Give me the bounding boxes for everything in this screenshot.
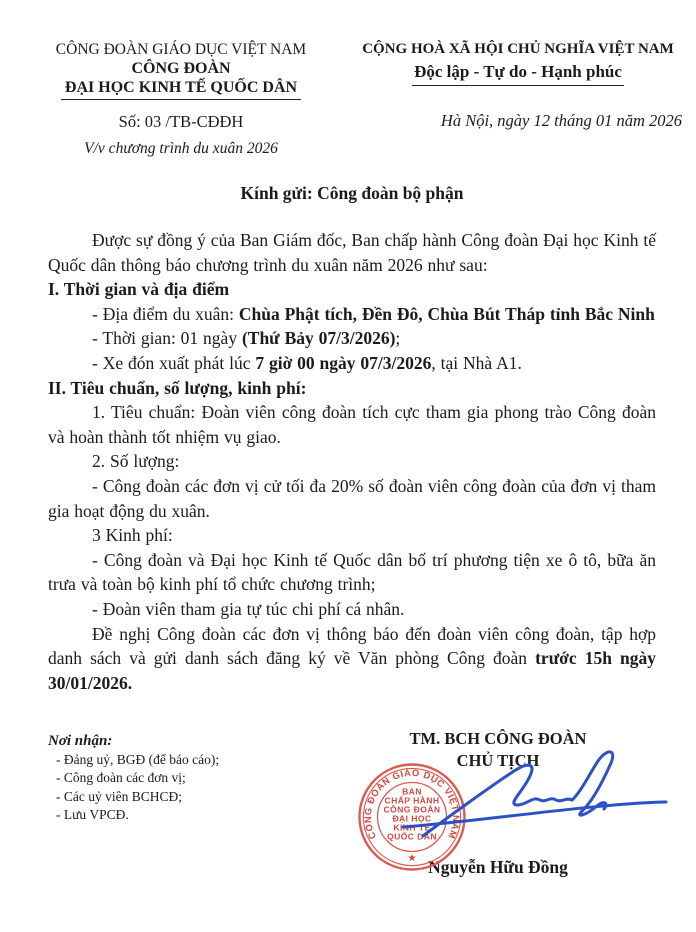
recipients-title: Nơi nhận: [48, 733, 113, 749]
document-number: Số: 03 /TB-CĐĐH [118, 112, 244, 131]
document-body [0, 156, 696, 695]
paragraph-criteria: 1. Tiêu chuẩn: Đoàn viên công đoàn tích cực tham gia phong trào Công đoàn và hoàn thành tốt nhiệm vụ giao. [48, 402, 656, 447]
place-dateline: Hà Nội, ngày 12 tháng 01 năm 2026 [440, 111, 682, 130]
on-behalf-line: TM. BCH CÔNG ĐOÀN [409, 729, 587, 748]
section2-heading: II. Tiêu chuẩn, số lượng, kinh phí: [48, 377, 307, 398]
paragraph-quota: - Công đoàn các đơn vị cử tối đa 20% số đoàn viên công đoàn của đơn vị tham gia hoạt động du xuân. [48, 475, 656, 521]
recipient-item: - Lưu VPCĐ. [56, 807, 129, 823]
org-name-line2: ĐẠI HỌC KINH TẾ QUỐC DÂN [16, 78, 346, 100]
recipient-item: - Đảng uỷ, BGĐ (để báo cáo); [56, 752, 220, 767]
stamp-center-line: BAN [402, 786, 422, 797]
paragraph-budget: 3 Kinh phí: [92, 525, 173, 546]
stamp-center-line: KINH TẾ [393, 822, 431, 833]
closing-paragraph: Đề nghị Công đoàn các đơn vị thông báo đến đoàn viên công đoàn, tập hợp danh sách và gửi danh sách đăng ký về Văn phòng Công đoàn trước 15h ngày 30/01/2026. [48, 623, 656, 693]
section1-heading: I. Thời gian và địa điểm [48, 279, 230, 300]
list-item-time: - Thời gian: 01 ngày (Thứ Bảy 07/3/2026); [92, 328, 401, 349]
org-name-line1: CÔNG ĐOÀN [131, 60, 231, 77]
stamp-center-line: CÔNG ĐOÀN [383, 804, 441, 815]
stamp-center-line: QUỐC DÂN [387, 831, 437, 842]
parent-org-name: CÔNG ĐOÀN GIÁO DỤC VIỆT NAM [55, 41, 307, 58]
signer-title: CHỦ TỊCH [456, 751, 540, 770]
issuing-org-block [16, 40, 346, 159]
star-icon: ★ [407, 853, 417, 864]
recipients-block [48, 731, 348, 825]
national-motto: Độc lập - Tự do - Hạnh phúc [348, 61, 688, 86]
handwritten-signature [386, 743, 668, 848]
recipient-item: - Công đoàn các đơn vị; [56, 770, 186, 786]
stamp-ring-text: CÔNG ĐOÀN GIÁO DỤC VIỆT NAM [362, 767, 462, 841]
list-item-location: - Địa điểm du xuân: Chùa Phật tích, Đền Đô, Chùa Bút Tháp tỉnh Bắc Ninh [92, 303, 655, 324]
paragraph-quantity: 2. Số lượng: [92, 451, 180, 472]
salutation: Kính gửi: Công đoàn bộ phận [240, 183, 464, 203]
document-subject: V/v chương trình du xuân 2026 [84, 140, 278, 157]
document-footer [0, 715, 696, 932]
recipient-item: - Các uỷ viên BCHCĐ; [56, 788, 182, 804]
national-title: CỘNG HOÀ XÃ HỘI CHỦ NGHĨA VIỆT NAM [362, 41, 674, 57]
paragraph-transport: - Công đoàn và Đại học Kinh tế Quốc dân bố trí phương tiện xe ô tô, bữa ăn trưa và toàn bộ kinh phí tổ chức chương trình; [48, 549, 656, 595]
document-header [0, 40, 696, 159]
signer-name: Nguyễn Hữu Đồng [428, 857, 568, 877]
stamp-center-line: ĐẠI HỌC [392, 813, 432, 824]
list-item-bus: - Xe đón xuất phát lúc 7 giờ 00 ngày 07/3/2026, tại Nhà A1. [92, 352, 522, 373]
paragraph-personal-cost: - Đoàn viên tham gia tự túc chi phí cá nhân. [92, 598, 405, 619]
national-header-block [348, 40, 688, 159]
stamp-center-line: CHẤP HÀNH [384, 795, 440, 806]
intro-paragraph: Được sự đồng ý của Ban Giám đốc, Ban chấp hành Công đoàn Đại học Kinh tế Quốc dân thông báo chương trình du xuân năm 2026 như sau: [48, 230, 656, 275]
